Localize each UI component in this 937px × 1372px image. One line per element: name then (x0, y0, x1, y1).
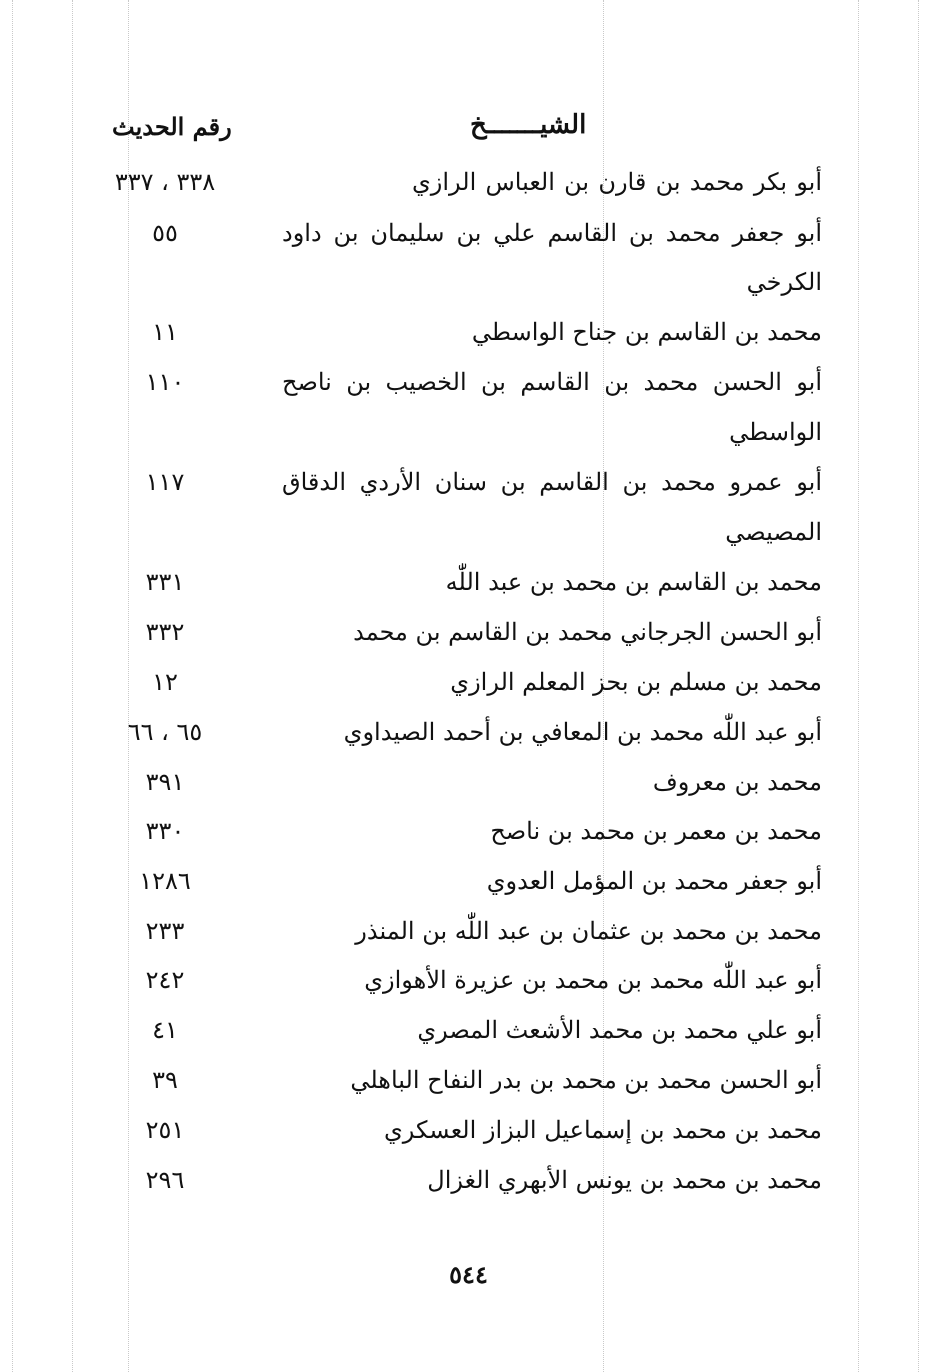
hadith-numbers: ١٢ (152, 668, 178, 696)
hadith-numbers: ٢٤٢ (145, 966, 185, 994)
index-row (0, 462, 937, 502)
hadith-numbers: ٢٣٣ (145, 917, 185, 945)
sheikh-name: أبو الحسن الجرجاني محمد بن القاسم بن محمد (353, 618, 822, 646)
index-row (0, 262, 937, 302)
sheikh-name: محمد بن معروف (652, 768, 822, 796)
index-row (0, 612, 937, 652)
sheikh-name: الواسطي (729, 418, 822, 446)
sheikh-name: أبو الحسن محمد بن محمد بن بدر النفاح الباهلي (350, 1066, 822, 1094)
sheikh-name: محمد بن محمد بن إسماعيل البزاز العسكري (384, 1116, 822, 1144)
index-row (0, 911, 937, 951)
index-row (0, 811, 937, 851)
index-row (0, 562, 937, 602)
sheikh-name: المصيصي (725, 518, 822, 546)
index-row (0, 1060, 937, 1100)
hadith-numbers: ٣٣٠ (145, 817, 185, 845)
sheikh-name: محمد بن القاسم بن جناح الواسطي (471, 318, 822, 346)
hadith-numbers: ٣٩١ (145, 768, 185, 796)
index-row (0, 662, 937, 702)
sheikh-name: أبو عمرو محمد بن القاسم بن سنان الأردي الدقاق (282, 468, 822, 496)
index-row (0, 762, 937, 802)
index-row (0, 312, 937, 352)
index-row (0, 712, 937, 752)
hadith-numbers: ١١٠ (145, 368, 185, 396)
hadith-numbers: ٦٥ ، ٦٦ (127, 718, 203, 746)
hadith-numbers: ٣٣١ (145, 568, 185, 596)
sheikh-name: محمد بن محمد بن عثمان بن عبد اللّٰه بن المنذر (355, 917, 822, 945)
hadith-numbers: ٤١ (152, 1016, 178, 1044)
index-row (0, 1110, 937, 1150)
sheikh-name: أبو جعفر محمد بن المؤمل العدوي (486, 867, 822, 895)
page-number: ٥٤٤ (449, 1260, 488, 1289)
hadith-numbers: ١١ (152, 318, 178, 346)
index-row (0, 960, 937, 1000)
hadith-numbers: ١٢٨٦ (139, 867, 191, 895)
index-row (0, 412, 937, 452)
hadith-numbers: ٥٥ (152, 219, 178, 247)
sheikh-name: محمد بن محمد بن يونس الأبهري الغزال (427, 1166, 822, 1194)
hadith-numbers: ٢٩٦ (145, 1166, 185, 1194)
hadith-numbers: ١١٧ (145, 468, 185, 496)
sheikh-name: أبو الحسن محمد بن القاسم بن الخصيب بن ناصح (282, 368, 822, 396)
sheikh-name: أبو عبد اللّٰه محمد بن المعافي بن أحمد الصيداوي (343, 718, 822, 746)
index-row (0, 512, 937, 552)
sheikh-column-header: الشيـــــــخ (470, 110, 587, 140)
index-row (0, 362, 937, 402)
index-row (0, 861, 937, 901)
sheikh-name: أبو جعفر محمد بن القاسم علي بن سليمان بن داود (282, 219, 822, 247)
sheikh-name: محمد بن القاسم بن محمد بن عبد اللّٰه (445, 568, 822, 596)
sheikh-name: أبو علي محمد بن محمد الأشعث المصري (417, 1016, 822, 1044)
hadith-number-column-header: رقم الحديث (112, 112, 232, 141)
index-row (0, 1010, 937, 1050)
hadith-numbers: ٣٣٨ ، ٣٣٧ (114, 168, 216, 196)
sheikh-name: محمد بن معمر بن محمد بن ناصح (490, 817, 822, 845)
column-header-row (0, 110, 937, 150)
hadith-numbers: ٣٩ (152, 1066, 178, 1094)
sheikh-name: محمد بن مسلم بن بحز المعلم الرازي (450, 668, 822, 696)
index-row (0, 162, 937, 202)
hadith-numbers: ٢٥١ (145, 1116, 185, 1144)
index-row (0, 1160, 937, 1200)
index-row (0, 213, 937, 253)
sheikh-name: أبو عبد اللّٰه محمد بن محمد بن عزيرة الأهوازي (364, 966, 822, 994)
sheikh-name: الكرخي (746, 268, 822, 296)
sheikh-name: أبو بكر محمد بن قارن بن العباس الرازي (412, 168, 822, 196)
hadith-numbers: ٣٣٢ (145, 618, 185, 646)
